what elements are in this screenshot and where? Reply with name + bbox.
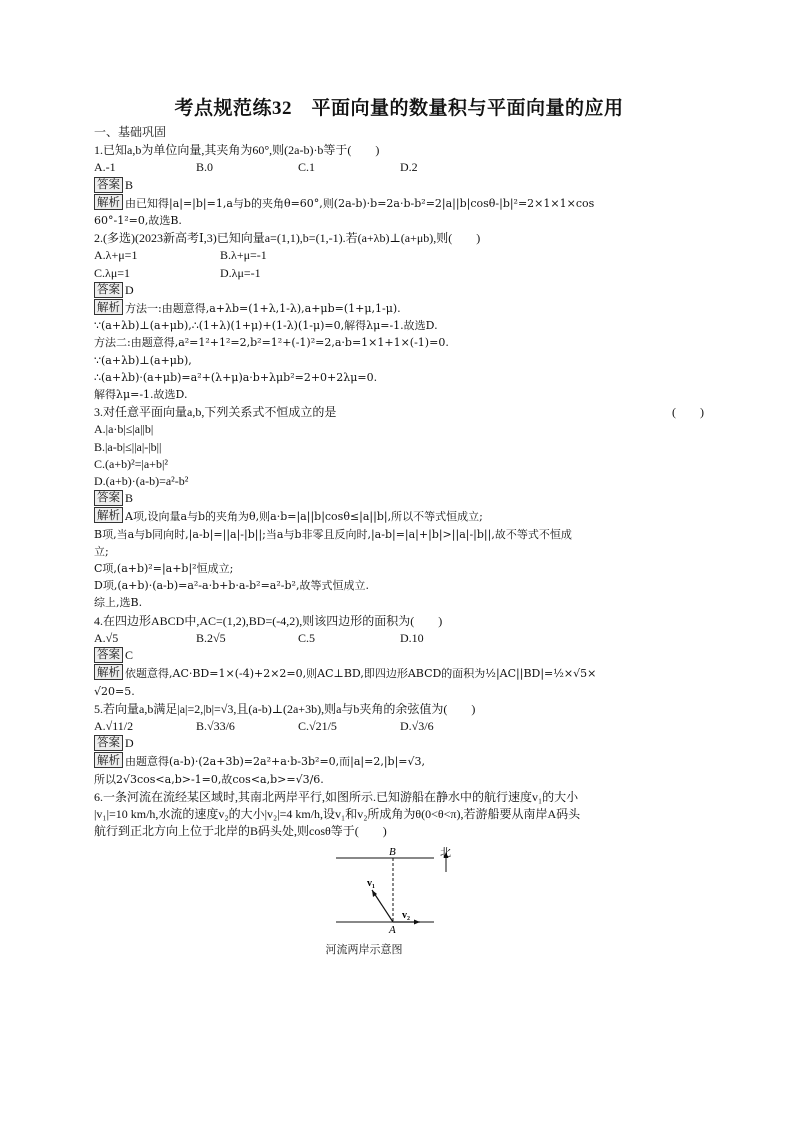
question-3 — [94, 404, 704, 611]
river-diagram — [336, 844, 496, 944]
question-stem: 6.一条河流在流经某区域时,其南北两岸平行,如图所示.已知游船在静水中的航行速度v₁的大小 — [94, 789, 579, 804]
answer-blank: ( ) — [672, 405, 704, 420]
option: D.√3/6 — [400, 718, 434, 733]
north-label: 北 — [440, 846, 451, 860]
answer-label: 答案 — [94, 177, 123, 193]
answer-value: B — [125, 491, 134, 506]
answer-value: D — [125, 282, 134, 297]
page-title: 考点规范练32 平面向量的数量积与平面向量的应用 — [174, 98, 624, 119]
option-list — [94, 159, 704, 176]
option: C.λμ=1 — [94, 265, 131, 280]
analysis-text: ∵(a+λb)⊥(a+μb), — [94, 353, 192, 367]
question-5 — [94, 701, 704, 788]
answer-value: B — [125, 177, 134, 192]
analysis-text: ∴(a+λb)·(a+μb)=a²+(λ+μ)a·b+λμb²=2+0+2λμ=0. — [94, 370, 378, 384]
question-stem: 航行到正北方向上位于北岸的B码头处,则cosθ等于( ) — [94, 824, 387, 839]
option: D.10 — [400, 630, 424, 645]
figure-caption: 河流两岸示意图 — [325, 944, 403, 957]
document-page — [94, 96, 704, 960]
analysis-label: 解析 — [94, 507, 123, 523]
answer-label: 答案 — [94, 735, 123, 751]
option: B.λ+μ=-1 — [220, 248, 267, 263]
question-stem: 4.在四边形ABCD中,AC=(1,2),BD=(-4,2),则该四边形的面积为( ) — [94, 613, 443, 628]
answer-value: D — [125, 736, 134, 751]
analysis-text: B项,当a与b同向时,|a-b|=||a|-|b||;当a与b非零且反向时,|a-b|=|a|+|b|>||a|-|b||,故不等式不恒成 — [94, 527, 572, 541]
analysis-label: 解析 — [94, 194, 123, 210]
option-list — [94, 630, 704, 647]
analysis-text: √20=5. — [94, 684, 135, 698]
point-a-label: A — [389, 924, 396, 935]
option: B.0 — [196, 160, 214, 175]
v2-label: v₂ — [402, 910, 410, 922]
question-stem: 1.已知a,b为单位向量,其夹角为60°,则(2a-b)·b等于( ) — [94, 143, 380, 158]
option: A.√11/2 — [94, 718, 134, 733]
option: C.√21/5 — [298, 718, 337, 733]
question-stem: 2.(多选)(2023新高考Ⅰ,3)已知向量a=(1,1),b=(1,-1).若(a+λb)⊥(a+μb),则( ) — [94, 231, 481, 246]
question-stem: |v₁|=10 km/h,水流的速度v₂的大小|v₂|=4 km/h,设v₁和v₂所成角为θ(0<θ<π),若游船要从南岸A码头 — [94, 806, 581, 821]
analysis-text: 方法二:由题意得,a²=1²+1²=2,b²=1²+(-1)²=2,a·b=1×1+1×(-1)=0. — [94, 336, 449, 350]
option: A.-1 — [94, 160, 116, 175]
analysis-text: C项,(a+b)²=|a+b|²恒成立; — [94, 562, 234, 576]
option: A.√5 — [94, 630, 119, 645]
question-4 — [94, 613, 704, 700]
option: B.2√5 — [196, 630, 226, 645]
analysis-label: 解析 — [94, 664, 123, 680]
v1-label: v₁ — [367, 878, 375, 890]
analysis-text: 解得λμ=-1.故选D. — [94, 388, 188, 402]
option: D.(a+b)·(a-b)=a²-b² — [94, 474, 189, 489]
option: C.(a+b)²=|a+b|² — [94, 456, 168, 471]
analysis-text: 所以2√3cos<a,b>-1=0,故cos<a,b>=√3/6. — [94, 772, 324, 786]
option-list — [94, 718, 704, 735]
option-list — [94, 265, 704, 282]
v2-arrowhead — [414, 920, 420, 925]
river-diagram-svg — [336, 844, 496, 934]
analysis-text: 由已知得|a|=|b|=1,a与b的夹角θ=60°,则(2a-b)·b=2a·b-b²=2|a||b|cosθ-|b|²=2×1×1×cos — [125, 196, 595, 210]
analysis-text: ∵(a+λb)⊥(a+μb),∴(1+λ)(1+μ)+(1-λ)(1-μ)=0,解得λμ=-1.故选D. — [94, 319, 438, 333]
option: B.|a-b|≤||a|-|b|| — [94, 439, 162, 454]
section-heading: 一、基础巩固 — [94, 125, 167, 139]
option: A.λ+μ=1 — [94, 248, 138, 263]
analysis-text: D项,(a+b)·(a-b)=a²-a·b+b·a-b²=a²-b²,故等式恒成立. — [94, 579, 369, 593]
analysis-text: 依题意得,AC·BD=1×(-4)+2×2=0,则AC⊥BD,即四边形ABCD的面积为½|AC||BD|=½×√5× — [125, 667, 597, 681]
answer-label: 答案 — [94, 282, 123, 298]
question-stem: 3.对任意平面向量a,b,下列关系式不恒成立的是 — [94, 405, 337, 420]
question-6 — [94, 789, 704, 960]
option: D.λμ=-1 — [220, 265, 261, 280]
answer-label: 答案 — [94, 647, 123, 663]
answer-label: 答案 — [94, 490, 123, 506]
question-1 — [94, 142, 704, 229]
analysis-label: 解析 — [94, 299, 123, 315]
question-stem: 5.若向量a,b满足|a|=2,|b|=√3,且(a-b)⊥(2a+3b),则a与b夹角的余弦值为( ) — [94, 701, 476, 716]
option: C.5 — [298, 630, 316, 645]
question-2 — [94, 230, 704, 403]
analysis-text: A项,设向量a与b的夹角为θ,则a·b=|a||b|cosθ≤|a||b|,所以不等式恒成立; — [125, 510, 483, 524]
option: D.2 — [400, 160, 418, 175]
analysis-text: 综上,选B. — [94, 596, 143, 610]
analysis-text: 方法一:由题意得,a+λb=(1+λ,1-λ),a+μb=(1+μ,1-μ). — [125, 302, 401, 316]
point-b-label: B — [389, 846, 396, 859]
analysis-label: 解析 — [94, 752, 123, 768]
option: B.√33/6 — [196, 718, 235, 733]
option: C.1 — [298, 160, 316, 175]
option-list — [94, 247, 704, 264]
analysis-text: 由题意得(a-b)·(2a+3b)=2a²+a·b-3b²=0,而|a|=2,|b|=√3, — [125, 755, 426, 769]
answer-value: C — [125, 648, 134, 663]
option: A.|a·b|≤|a||b| — [94, 422, 154, 437]
analysis-text: 60°-1²=0,故选B. — [94, 214, 182, 228]
analysis-text: 立; — [94, 544, 109, 558]
